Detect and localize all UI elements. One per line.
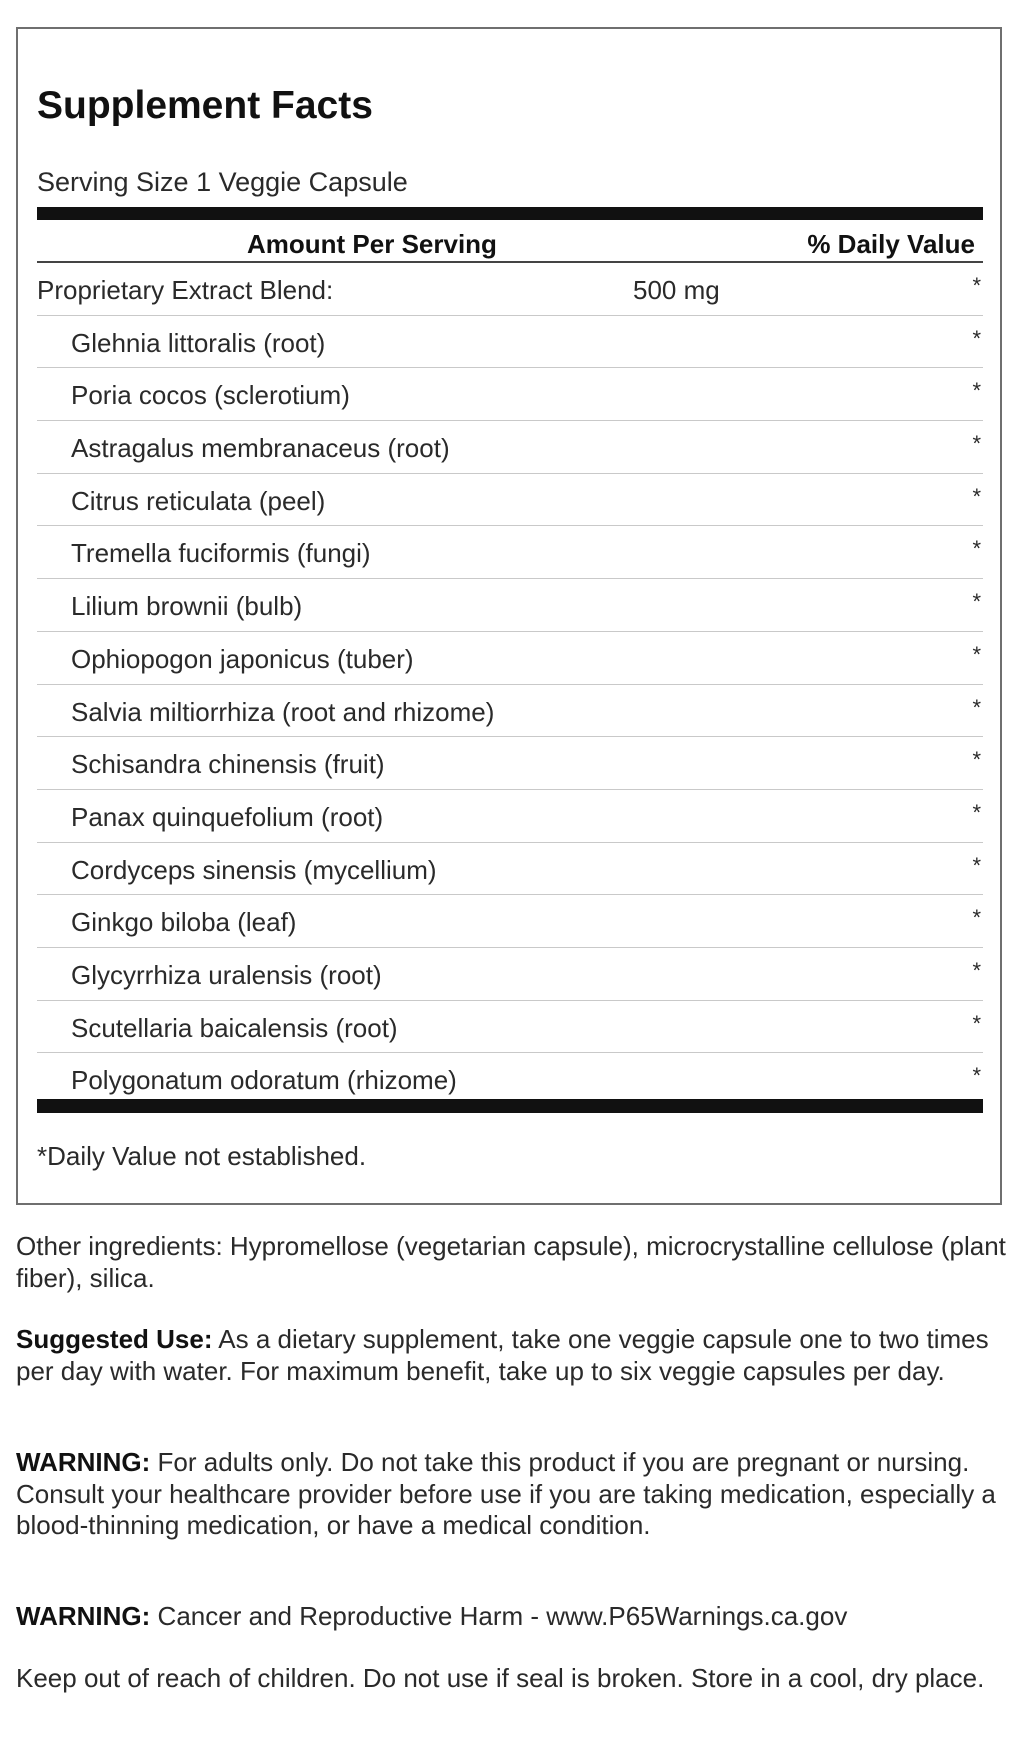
ingredient-row bbox=[37, 526, 983, 579]
ingredient-row bbox=[37, 948, 983, 1001]
ingredient-daily-value: * bbox=[972, 325, 981, 351]
amount-per-serving-header: Amount Per Serving bbox=[247, 229, 497, 259]
ingredient-row bbox=[37, 790, 983, 843]
ingredient-row bbox=[37, 579, 983, 632]
panel-title: Supplement Facts bbox=[37, 84, 373, 127]
ingredient-name: Scutellaria baicalensis (root) bbox=[71, 1012, 398, 1043]
ingredient-name: Cordyceps sinensis (mycellium) bbox=[71, 854, 437, 885]
general-warning bbox=[16, 1447, 1006, 1542]
ingredient-daily-value: * bbox=[972, 694, 981, 720]
suggested-use-label: Suggested Use: bbox=[16, 1324, 213, 1354]
ingredient-table bbox=[37, 263, 983, 1106]
ingredient-daily-value: * bbox=[972, 957, 981, 983]
ingredient-row bbox=[37, 737, 983, 790]
ingredient-name: Citrus reticulata (peel) bbox=[71, 485, 326, 516]
general-warning-label: WARNING: bbox=[16, 1447, 151, 1477]
ingredient-row bbox=[37, 316, 983, 369]
general-warning-text: For adults only. Do not take this product if you are pregnant or nursing. Consult your healthcare provider before use if you are taking medication, especially a blood-thinning medication, or have a medical condition. bbox=[16, 1447, 996, 1540]
bottom-thick-divider bbox=[37, 1099, 983, 1113]
daily-value-footnote: *Daily Value not established. bbox=[37, 1141, 367, 1171]
ingredient-daily-value: * bbox=[972, 747, 981, 773]
blend-amount: 500 mg bbox=[633, 275, 720, 305]
prop65-warning bbox=[16, 1601, 1006, 1633]
blend-row bbox=[37, 263, 983, 316]
ingredient-name: Glehnia littoralis (root) bbox=[71, 327, 326, 358]
ingredient-daily-value: * bbox=[972, 1010, 981, 1036]
ingredient-name: Astragalus membranaceus (root) bbox=[71, 433, 450, 464]
ingredient-name: Glycyrrhiza uralensis (root) bbox=[71, 959, 382, 990]
ingredient-row bbox=[37, 1001, 983, 1054]
ingredient-name: Panax quinquefolium (root) bbox=[71, 801, 384, 832]
ingredient-name: Schisandra chinensis (fruit) bbox=[71, 749, 385, 780]
ingredient-name: Lilium brownii (bulb) bbox=[71, 591, 303, 622]
ingredient-daily-value: * bbox=[972, 641, 981, 667]
ingredient-name: Tremella fuciformis (fungi) bbox=[71, 538, 371, 569]
prop65-warning-label: WARNING: bbox=[16, 1601, 151, 1631]
ingredient-daily-value: * bbox=[972, 589, 981, 615]
storage-instructions: Keep out of reach of children. Do not use if seal is broken. Store in a cool, dry place. bbox=[16, 1663, 985, 1693]
serving-size: Serving Size 1 Veggie Capsule bbox=[37, 167, 408, 197]
supplement-facts-panel bbox=[16, 27, 1002, 1205]
ingredient-name: Polygonatum odoratum (rhizome) bbox=[71, 1065, 457, 1096]
top-thick-divider bbox=[37, 207, 983, 220]
ingredient-row bbox=[37, 368, 983, 421]
ingredient-row bbox=[37, 421, 983, 474]
ingredient-row bbox=[37, 685, 983, 738]
ingredient-row bbox=[37, 632, 983, 685]
ingredient-daily-value: * bbox=[972, 536, 981, 562]
daily-value-header: % Daily Value bbox=[807, 229, 975, 259]
ingredient-row bbox=[37, 843, 983, 896]
ingredient-name: Ginkgo biloba (leaf) bbox=[71, 907, 297, 938]
ingredient-daily-value: * bbox=[972, 799, 981, 825]
ingredient-daily-value: * bbox=[972, 852, 981, 878]
suggested-use-text: As a dietary supplement, take one veggie capsule one to two times per day with water. For maximum benefit, take up to six veggie capsules per day. bbox=[16, 1324, 989, 1386]
suggested-use bbox=[16, 1324, 1006, 1387]
ingredient-daily-value: * bbox=[972, 905, 981, 931]
ingredient-name: Poria cocos (sclerotium) bbox=[71, 380, 350, 411]
ingredient-row bbox=[37, 895, 983, 948]
ingredient-daily-value: * bbox=[972, 378, 981, 404]
other-ingredients: Other ingredients: Hypromellose (vegetarian capsule), microcrystalline cellulose (plant fiber), silica. bbox=[16, 1231, 1006, 1293]
ingredient-row bbox=[37, 474, 983, 527]
ingredient-name: Salvia miltiorrhiza (root and rhizome) bbox=[71, 696, 495, 727]
blend-daily-value: * bbox=[972, 273, 981, 298]
column-header-row bbox=[37, 220, 983, 261]
blend-name: Proprietary Extract Blend: bbox=[37, 275, 334, 305]
ingredient-daily-value: * bbox=[972, 1063, 981, 1089]
ingredient-daily-value: * bbox=[972, 431, 981, 457]
ingredient-name: Ophiopogon japonicus (tuber) bbox=[71, 643, 414, 674]
prop65-warning-text: Cancer and Reproductive Harm - www.P65Warnings.ca.gov bbox=[150, 1601, 848, 1631]
ingredient-daily-value: * bbox=[972, 483, 981, 509]
